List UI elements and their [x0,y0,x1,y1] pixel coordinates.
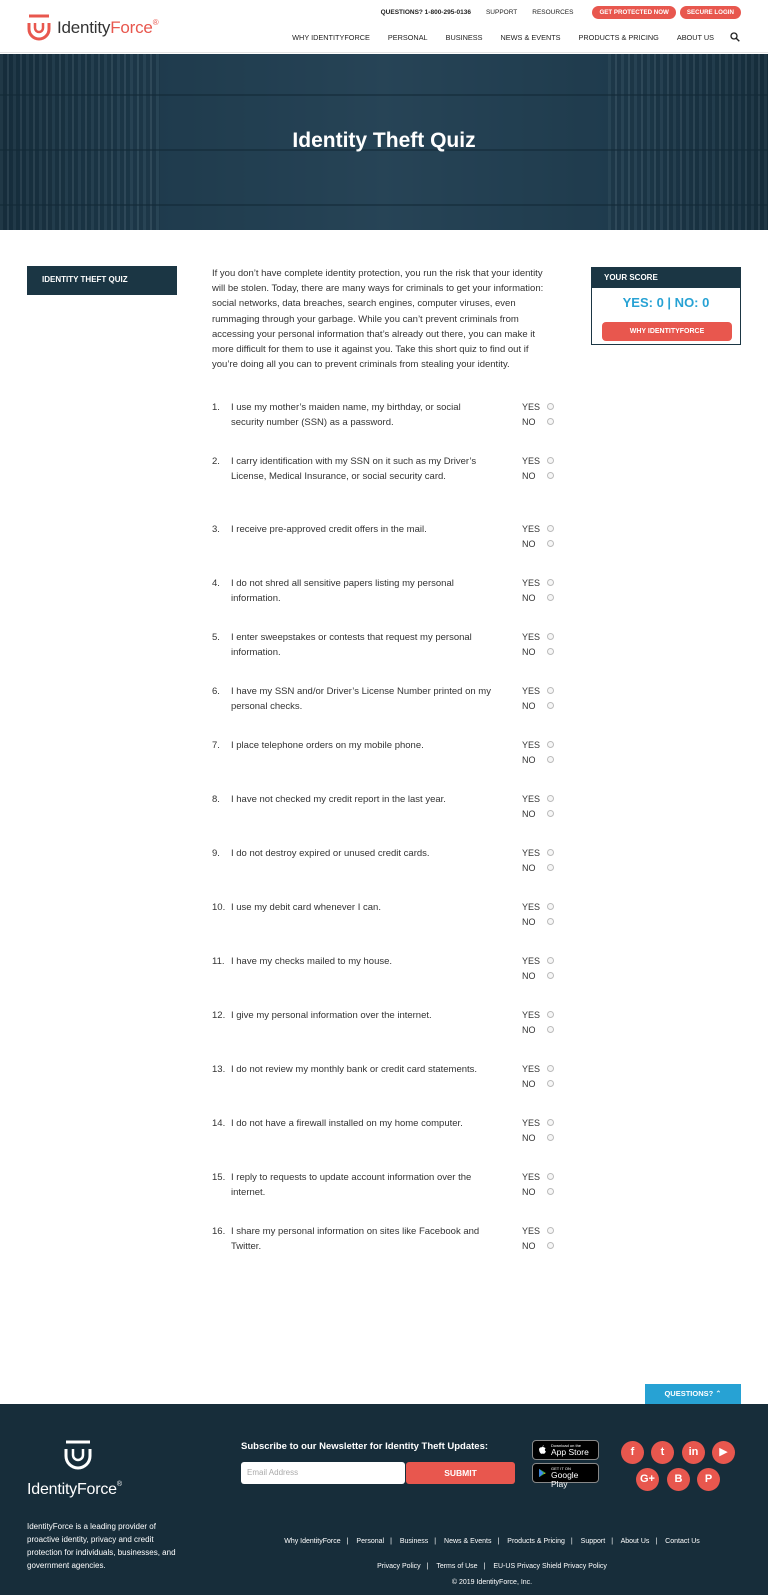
footer-link-products-pricing[interactable]: Products & Pricing [507,1538,565,1545]
linkedin-icon[interactable]: in [682,1441,705,1464]
apple-icon [538,1445,547,1455]
yes-label: YES [522,1118,541,1128]
score-value: YES: 0 | NO: 0 [622,295,710,310]
question-text: I use my debit card whenever I can. [231,902,381,913]
no-label: NO [522,809,536,819]
yes-label: YES [522,740,541,750]
question-text: I do not shred all sensitive papers listing my personal information. [231,578,454,605]
no-radio[interactable] [547,472,554,479]
sidebar-item-identity-theft-quiz[interactable]: IDENTITY THEFT QUIZ [27,266,177,295]
no-label: NO [522,1079,536,1089]
yes-radio[interactable] [547,687,554,694]
yes-label: YES [522,456,541,466]
footer-link-contact-us[interactable]: Contact Us [665,1538,700,1545]
nav-news-events[interactable]: NEWS & EVENTS [500,32,561,42]
yes-radio[interactable] [547,1173,554,1180]
yes-radio[interactable] [547,1065,554,1072]
question-text: I do not review my monthly bank or credit card statements. [231,1064,478,1075]
no-label: NO [522,539,536,549]
yes-label: YES [522,1064,541,1074]
question-number: 16. [212,1226,226,1237]
yes-radio[interactable] [547,1011,554,1018]
yes-label: YES [522,1172,541,1182]
nav-personal[interactable]: PERSONAL [387,32,428,42]
no-label: NO [522,863,536,873]
question-number: 9. [212,848,220,859]
no-radio[interactable] [547,594,554,601]
no-label: NO [522,971,536,981]
hero-banner [0,54,768,230]
question-number: 12. [212,1010,226,1021]
question-text: I have my SSN and/or Driver’s License Number printed on my personal checks. [231,686,491,713]
no-label: NO [522,917,536,927]
yes-radio[interactable] [547,457,554,464]
yes-radio[interactable] [547,525,554,532]
footer-link-news-events[interactable]: News & Events [444,1538,492,1545]
question-text: I reply to requests to update account information over the internet. [231,1172,472,1199]
question-number: 7. [212,740,220,751]
yes-radio[interactable] [547,633,554,640]
footer-about-text: IdentityForce is a leading provider of proactive identity, privacy and credit protection for individuals, businesses, and government agencies. [27,1522,176,1570]
yes-radio[interactable] [547,1227,554,1234]
twitter-icon[interactable]: t [651,1441,674,1464]
footer-link-why-identityforce[interactable]: Why IdentityForce [284,1538,341,1545]
no-label: NO [522,1187,536,1197]
no-radio[interactable] [547,1134,554,1141]
question-number: 1. [212,402,220,413]
footer-logo-text: IdentityForce® [27,1481,122,1498]
yes-radio[interactable] [547,1119,554,1126]
no-label: NO [522,593,536,603]
yes-label: YES [522,1010,541,1020]
question-number: 10. [212,902,226,913]
identityforce-logo-icon [26,14,52,42]
no-label: NO [522,1025,536,1035]
logo[interactable] [26,14,158,42]
google-play-badge[interactable]: GET IT ON Google Play [532,1463,599,1483]
no-label: NO [522,647,536,657]
page-title: Identity Theft Quiz [292,129,476,152]
no-label: NO [522,1241,536,1251]
resources-link[interactable]: RESOURCES [532,9,574,16]
question-number: 8. [212,794,220,805]
no-label: NO [522,1133,536,1143]
nav-about-us[interactable]: ABOUT US [676,32,714,42]
yes-radio[interactable] [547,795,554,802]
footer-logo[interactable] [27,1440,137,1499]
questions-phone-link[interactable]: QUESTIONS? 1-800-295-0136 [380,9,471,16]
question-text: I give my personal information over the internet. [231,1010,432,1021]
footer-link-business[interactable]: Business [399,1538,429,1545]
newsletter-title: Subscribe to our Newsletter for Identity Theft Updates: [241,1441,489,1452]
yes-label: YES [522,632,541,642]
copyright: © 2019 IdentityForce, Inc. [451,1579,533,1586]
yes-label: YES [522,1226,541,1236]
secure-login-button[interactable]: SECURE LOGIN [680,6,741,19]
site-header [0,0,768,53]
footer-nav: Why IdentityForce | Personal | Business | News & Events | Products & Pricing | Support | About Us | Contact Us [284,1538,700,1545]
footer-link-privacy-policy[interactable]: Privacy Policy [377,1563,421,1570]
yes-label: YES [522,794,541,804]
no-radio[interactable] [547,1026,554,1033]
no-radio[interactable] [547,810,554,817]
question-number: 14. [212,1118,226,1129]
yes-radio[interactable] [547,741,554,748]
no-label: NO [522,417,536,427]
yes-label: YES [522,524,541,534]
questions-tab-button[interactable]: QUESTIONS? ⌃ [645,1384,741,1404]
no-radio[interactable] [547,418,554,425]
yes-label: YES [522,956,541,966]
intro-text: If you don’t have complete identity protection, you run the risk that your identity will be stolen. Today, there are many ways for criminals to get your information: social networks, data breaches, search engines, computer viruses, even rummaging through your garbage. While you can’t prevent criminals from accessing your personal information that’s already out there, you can make it more difficult for them to use it against you. Take this short quiz to find out if you’re doing all you can to prevent criminals from stealing your identity. [212,268,544,371]
question-text: I carry identification with my SSN on it such as my Driver’s License, Medical Insurance, or social security card. [231,456,477,483]
yes-radio[interactable] [547,903,554,910]
no-label: NO [522,471,536,481]
no-radio[interactable] [547,864,554,871]
no-radio[interactable] [547,756,554,763]
google-play-icon [538,1468,547,1478]
question-number: 11. [212,956,225,967]
newsletter-submit-button[interactable]: SUBMIT [406,1462,515,1484]
question-text: I do not destroy expired or unused credit cards. [231,848,430,859]
main-nav [274,32,740,42]
no-radio[interactable] [547,648,554,655]
question-text: I use my mother’s maiden name, my birthday, or social security number (SSN) as a password. [231,402,461,429]
question-text: I enter sweepstakes or contests that request my personal information. [231,632,472,659]
question-text: I place telephone orders on my mobile phone. [231,740,424,751]
yes-label: YES [522,686,541,696]
yes-radio[interactable] [547,579,554,586]
top-links [381,6,741,19]
question-text: I do not have a firewall installed on my home computer. [231,1118,463,1129]
footer-link-privacy-shield[interactable]: EU-US Privacy Shield Privacy Policy [493,1563,607,1570]
question-number: 4. [212,578,220,589]
footer-legal-nav: Privacy Policy | Terms of Use | EU-US Privacy Shield Privacy Policy [377,1563,607,1570]
yes-radio[interactable] [547,957,554,964]
logo-text: IdentityForce® [57,18,159,37]
question-number: 13. [212,1064,226,1075]
question-number: 15. [212,1172,226,1183]
no-radio[interactable] [547,1080,554,1087]
google-plus-icon[interactable]: G+ [636,1468,659,1491]
question-number: 5. [212,632,220,643]
pinterest-icon[interactable]: P [697,1468,720,1491]
no-label: NO [522,755,536,765]
app-store-badge[interactable]: Download on the App Store [532,1440,599,1460]
yes-radio[interactable] [547,849,554,856]
yes-radio[interactable] [547,403,554,410]
nav-products-pricing[interactable]: PRODUCTS & PRICING [578,32,659,42]
question-text: I share my personal information on sites like Facebook and Twitter. [231,1226,480,1253]
youtube-icon[interactable]: ▶ [712,1441,735,1464]
yes-label: YES [522,578,541,588]
question-number: 2. [212,456,220,467]
search-icon[interactable] [730,32,740,42]
get-protected-button[interactable]: GET PROTECTED NOW [592,6,675,19]
footer-link-personal[interactable]: Personal [356,1538,385,1545]
site-footer [0,1404,768,1595]
score-panel [591,267,741,345]
yes-label: YES [522,848,541,858]
facebook-icon[interactable]: f [621,1441,644,1464]
no-radio[interactable] [547,1188,554,1195]
question-number: 6. [212,686,220,697]
footer-link-support[interactable]: Support [580,1538,606,1545]
yes-label: YES [522,402,541,412]
question-text: I receive pre-approved credit offers in the mail. [231,524,427,535]
no-radio[interactable] [547,972,554,979]
no-radio[interactable] [547,918,554,925]
newsletter-email-input[interactable]: Email Address [241,1462,405,1484]
question-text: I have my checks mailed to my house. [231,956,393,967]
no-radio[interactable] [547,540,554,547]
footer-link-about-us[interactable]: About Us [620,1538,650,1545]
question-number: 3. [212,524,220,535]
yes-label: YES [522,902,541,912]
footer-link-terms-of-use[interactable]: Terms of Use [436,1563,478,1570]
no-radio[interactable] [547,702,554,709]
support-link[interactable]: SUPPORT [485,9,518,16]
question-text: I have not checked my credit report in the last year. [231,794,446,805]
no-label: NO [522,701,536,711]
nav-why-identityforce[interactable]: WHY IDENTITYFORCE [292,32,370,42]
score-title: YOUR SCORE [592,267,740,288]
why-identityforce-button[interactable]: WHY IDENTITYFORCE [602,322,732,341]
identityforce-logo-icon [63,1440,93,1470]
nav-business[interactable]: BUSINESS [445,32,483,42]
blogger-icon[interactable]: B [667,1468,690,1491]
no-radio[interactable] [547,1242,554,1249]
